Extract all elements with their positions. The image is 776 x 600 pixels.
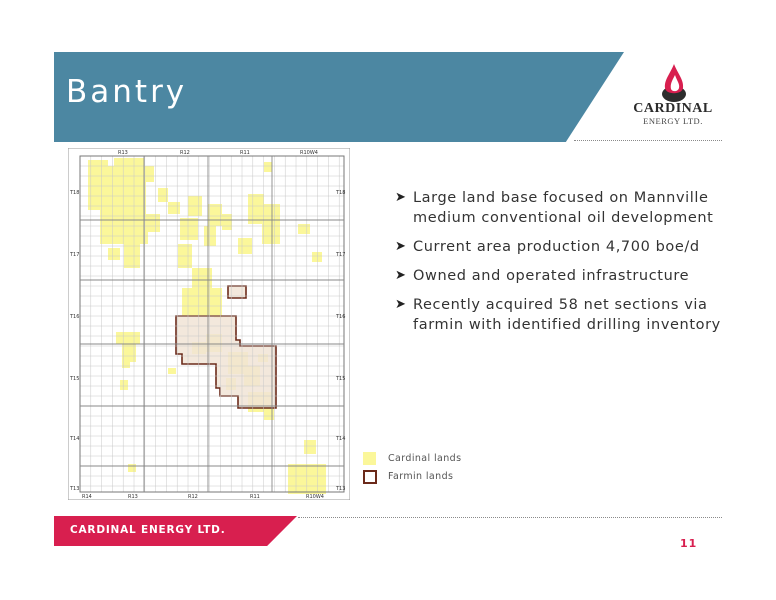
range-label-bottom: R10W4 xyxy=(306,494,324,500)
bullet-text: Recently acquired 58 net sections via farmin with identified drilling inventory xyxy=(413,297,721,333)
cardinal-land-patch xyxy=(298,224,310,234)
cardinal-land-patch xyxy=(100,204,118,244)
arrow-bullet-icon: ➤ xyxy=(395,297,407,312)
arrow-bullet-icon: ➤ xyxy=(395,239,407,254)
farmin-swatch xyxy=(363,470,377,484)
range-label-bottom: R14 xyxy=(82,494,92,500)
cardinal-land-patch xyxy=(180,218,198,240)
arrow-bullet-icon: ➤ xyxy=(395,190,407,205)
cardinal-swatch xyxy=(363,452,376,465)
cardinal-land-patch xyxy=(248,194,264,224)
range-label-top: R13 xyxy=(118,150,128,156)
company-logo xyxy=(628,58,718,138)
cardinal-land-patch xyxy=(118,214,148,244)
bullet-item xyxy=(395,266,740,286)
footer-dotted-rule xyxy=(298,517,722,518)
range-label-top: R10W4 xyxy=(300,150,318,156)
cardinal-land-patch xyxy=(108,248,120,260)
cardinal-land-patch xyxy=(264,162,272,172)
logo-name: CARDINAL xyxy=(633,101,713,116)
township-label-left: T14 xyxy=(70,436,80,442)
township-label-left: T13 xyxy=(70,486,80,492)
bullet-list xyxy=(395,188,740,344)
range-label-bottom: R13 xyxy=(128,494,138,500)
range-label-top: R11 xyxy=(240,150,250,156)
township-label-right: T13 xyxy=(336,486,346,492)
cardinal-land-patch xyxy=(168,202,180,214)
footer-company: CARDINAL ENERGY LTD. xyxy=(70,524,226,536)
land-map xyxy=(68,148,350,500)
township-label-left: T17 xyxy=(70,252,80,258)
cardinal-land-patch xyxy=(148,214,160,232)
township-label-right: T14 xyxy=(336,436,346,442)
cardinal-land-patch xyxy=(168,368,176,374)
page-number: 11 xyxy=(680,537,698,550)
flame-drop-icon xyxy=(659,62,689,106)
bullet-item xyxy=(395,295,740,335)
township-label-left: T18 xyxy=(70,190,80,196)
arrow-bullet-icon: ➤ xyxy=(395,268,407,283)
cardinal-land-patch xyxy=(120,380,128,390)
cardinal-land-patch xyxy=(208,204,222,226)
bullet-text: Large land base focused on Mannville medium conventional oil development xyxy=(413,190,714,226)
bullet-text: Current area production 4,700 boe/d xyxy=(413,239,700,255)
cardinal-land-patch xyxy=(262,204,280,244)
cardinal-land-patch xyxy=(192,268,212,288)
range-label-bottom: R11 xyxy=(250,494,260,500)
cardinal-land-patch xyxy=(128,464,136,472)
legend-label-farmin: Farmin lands xyxy=(388,471,454,482)
township-label-left: T15 xyxy=(70,376,80,382)
legend-label-cardinal: Cardinal lands xyxy=(388,453,462,464)
cardinal-land-patch xyxy=(304,440,316,454)
bullet-item xyxy=(395,188,740,228)
logo-subtitle: ENERGY LTD. xyxy=(643,116,703,126)
slide-title: Bantry xyxy=(66,74,188,110)
header-dotted-rule xyxy=(574,140,722,141)
cardinal-land-patch xyxy=(264,408,274,420)
bullet-item xyxy=(395,237,740,257)
cardinal-land-patch xyxy=(116,332,140,344)
township-label-right: T17 xyxy=(336,252,346,258)
range-label-bottom: R12 xyxy=(188,494,198,500)
range-label-top: R12 xyxy=(180,150,190,156)
cardinal-land-patch xyxy=(222,214,232,230)
township-label-right: T18 xyxy=(336,190,346,196)
township-label-right: T16 xyxy=(336,314,346,320)
township-label-left: T16 xyxy=(70,314,80,320)
cardinal-land-patch xyxy=(312,252,322,262)
bullet-text: Owned and operated infrastructure xyxy=(413,268,690,284)
cardinal-land-patch xyxy=(114,158,144,178)
township-label-right: T15 xyxy=(336,376,346,382)
